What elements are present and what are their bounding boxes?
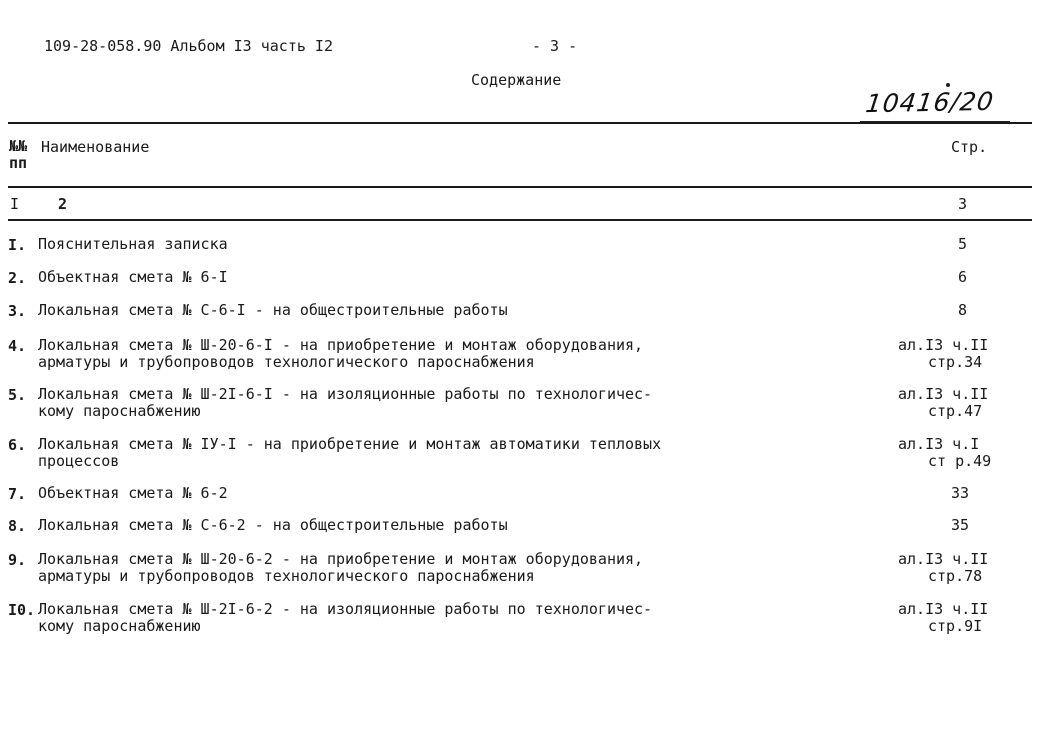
- entry-page-ref: [898, 551, 988, 585]
- entry-page-ref-line1: ал.I3 ч.II: [898, 600, 989, 618]
- entry-title: [38, 302, 508, 319]
- entry-title: [38, 386, 652, 420]
- entry-number: 9.: [8, 551, 27, 569]
- handwritten-stamp: 10416/20: [864, 86, 996, 119]
- entry-page-ref: [898, 386, 988, 420]
- entry-title: [38, 337, 643, 371]
- entry-title-line2: арматуры и трубопроводов технологического пароснабжения: [38, 353, 535, 371]
- entry-page-ref: [951, 485, 969, 502]
- entry-page-ref-line1: 5: [958, 235, 968, 253]
- entry-title: [38, 485, 228, 502]
- entry-title-line1: Объектная смета № 6-I: [38, 268, 228, 286]
- document-code: 109-28-058.90 Альбом I3 часть I2: [44, 37, 333, 55]
- name-column-header: Наименование: [41, 138, 150, 156]
- number-header-line2: пп: [9, 154, 28, 172]
- entry-page-ref-line1: ал.I3 ч.II: [898, 550, 989, 568]
- entry-title-line2: кому пароснабжению: [38, 402, 201, 420]
- entry-page-ref-line1: 33: [951, 484, 970, 502]
- entry-page-ref-line1: ал.I3 ч.II: [898, 336, 989, 354]
- page-marker: - 3 -: [532, 37, 578, 55]
- entry-number: 3.: [8, 302, 27, 320]
- entry-number: I.: [8, 236, 27, 254]
- entry-title-line1: Локальная смета № С-6-I - на общестроительные работы: [38, 301, 508, 319]
- entry-number: 4.: [8, 337, 27, 355]
- entry-title-line1: Локальная смета № Ш-2I-6-2 - на изоляционные работы по технологичес-: [38, 600, 653, 618]
- entry-page-ref-line1: ал.I3 ч.I: [898, 435, 980, 453]
- entry-number: 5.: [8, 386, 27, 404]
- entry-page-ref-line2: стр.78: [928, 567, 983, 585]
- index-col-2: 2: [58, 195, 68, 213]
- entry-page-ref-line2: стр.47: [928, 402, 983, 420]
- entry-title-line1: Пояснительная записка: [38, 235, 228, 253]
- index-col-3: 3: [958, 195, 968, 213]
- entry-page-ref-line2: стр.34: [928, 353, 983, 371]
- entry-page-ref-line1: 8: [958, 301, 968, 319]
- page-title: Содержание: [471, 71, 562, 89]
- entry-title: [38, 236, 228, 253]
- entry-number: 2.: [8, 269, 27, 287]
- entry-number: 7.: [8, 485, 27, 503]
- entry-page-ref-line1: 6: [958, 268, 968, 286]
- entry-number: 8.: [8, 517, 27, 535]
- page-column-header: Стр.: [951, 138, 988, 156]
- entry-page-ref: [958, 269, 967, 286]
- entry-page-ref-line2: ст р.49: [928, 452, 992, 470]
- entry-title-line2: процессов: [38, 452, 120, 470]
- entry-title-line1: Локальная смета № С-6-2 - на общестроительные работы: [38, 516, 508, 534]
- entry-title: [38, 551, 643, 585]
- entry-number: 6.: [8, 436, 27, 454]
- entry-title-line1: Локальная смета № Ш-2I-6-I - на изоляционные работы по технологичес-: [38, 385, 653, 403]
- index-rule: [8, 219, 1032, 221]
- entry-page-ref: [958, 236, 967, 253]
- entry-title: [38, 269, 228, 286]
- entry-page-ref-line2: стр.9I: [928, 617, 983, 635]
- number-column-header: [9, 138, 27, 172]
- entry-page-ref: [898, 601, 988, 635]
- header-rule: [8, 186, 1032, 188]
- entry-title-line2: арматуры и трубопроводов технологического пароснабжения: [38, 567, 535, 585]
- entry-title-line1: Локальная смета № Ш-20-6-I - на приобретение и монтаж оборудования,: [38, 336, 644, 354]
- index-col-1: I: [10, 195, 20, 213]
- number-header-line1: №№: [9, 137, 28, 155]
- entry-page-ref-line1: 35: [951, 516, 970, 534]
- entry-page-ref: [898, 436, 991, 470]
- entry-number: I0.: [8, 601, 36, 619]
- entry-page-ref: [958, 302, 967, 319]
- entry-title: [38, 601, 652, 635]
- entry-page-ref: [951, 517, 969, 534]
- entry-title-line2: кому пароснабжению: [38, 617, 201, 635]
- entry-page-ref-line1: ал.I3 ч.II: [898, 385, 989, 403]
- top-rule: [8, 122, 1032, 124]
- stamp-dot: [946, 83, 950, 87]
- entry-title: [38, 436, 661, 470]
- entry-title-line1: Локальная смета № Ш-20-6-2 - на приобретение и монтаж оборудования,: [38, 550, 644, 568]
- entry-page-ref: [898, 337, 988, 371]
- entry-title-line1: Локальная смета № IУ-I - на приобретение и монтаж автоматики тепловых: [38, 435, 662, 453]
- entry-title: [38, 517, 508, 534]
- entry-title-line1: Объектная смета № 6-2: [38, 484, 228, 502]
